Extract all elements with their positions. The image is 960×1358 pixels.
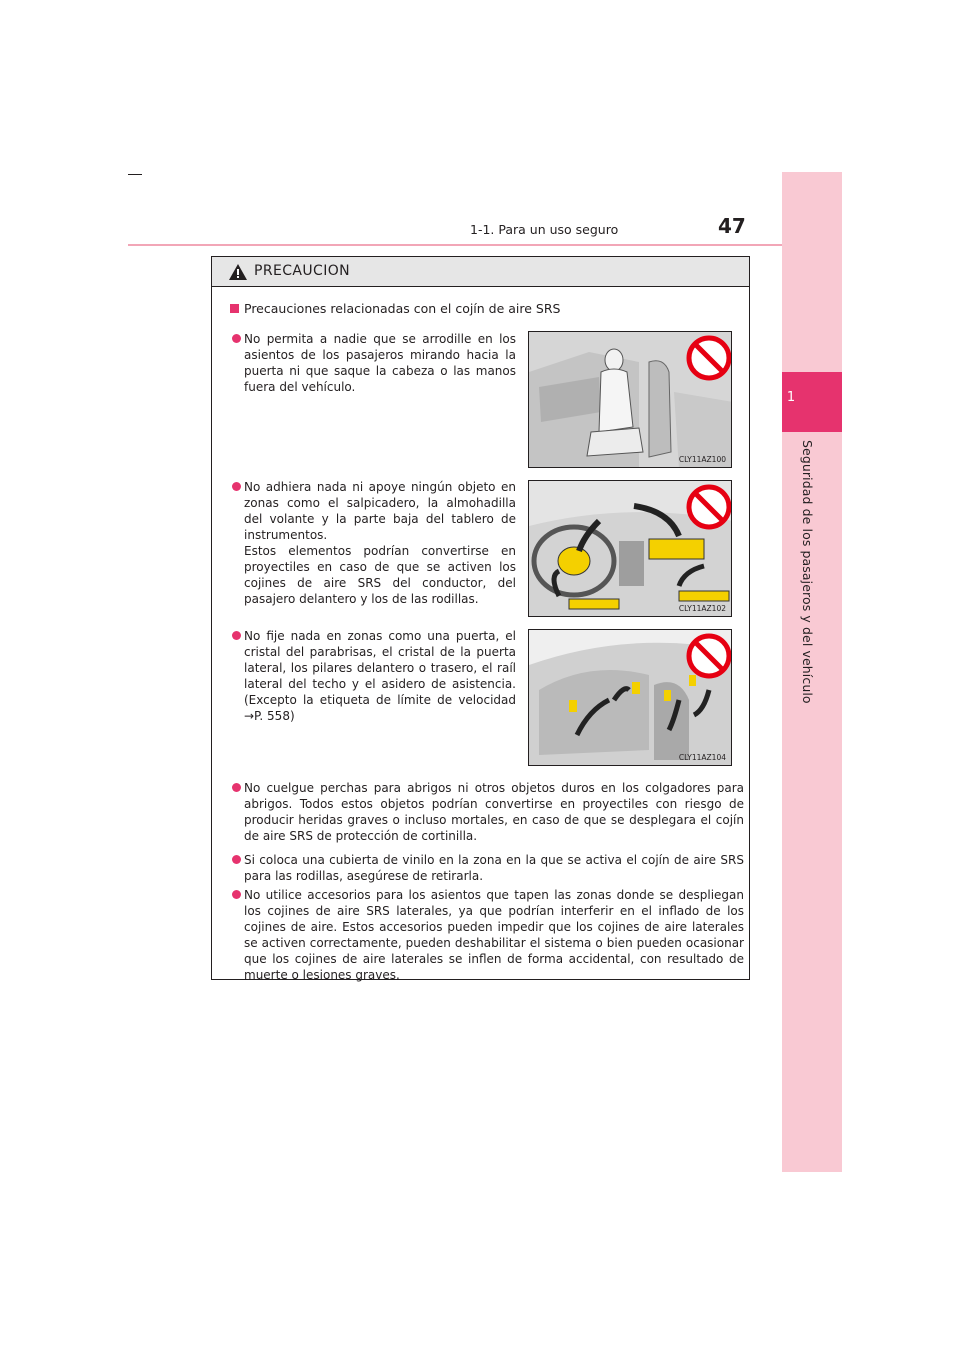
bullet-text-continued: Estos elementos podrían convertirse en proyectiles en caso de que se activen los cojines de aire SRS del conductor, del pasajero delantero y los de las rodillas. (244, 544, 516, 606)
bullet-text: No cuelgue perchas para abrigos ni otros objetos duros en los colgadores para abrigos. Todos estos objetos podrían convertirse en proyectiles con riesgo de producir heridas graves o incluso mortales, en caso de que se desplegara el cojín de aire SRS de protección de cortinilla. (244, 781, 744, 843)
bullet-text: Si coloca una cubierta de vinilo en la zona en la que se activa el cojín de aire SRS para las rodillas, asegúrese de retirarla. (244, 853, 744, 883)
bullet-dot-icon (232, 890, 241, 899)
caution-bullet (244, 628, 516, 724)
caution-bullet (244, 780, 744, 844)
bullet-dot-icon (232, 783, 241, 792)
caution-title: PRECAUCION (254, 263, 351, 279)
section-heading (230, 301, 561, 316)
caution-box (211, 256, 750, 980)
caution-header (212, 257, 749, 287)
caution-bullet (244, 852, 744, 884)
chapter-title: Seguridad de los pasajeros y del vehículo (800, 440, 815, 704)
image-code: CLY11AZ100 (678, 455, 726, 464)
image-code: CLY11AZ102 (678, 604, 726, 613)
illustration-dashboard-objects (528, 480, 732, 617)
section-header-title: 1-1. Para un uso seguro (470, 222, 619, 237)
page-number: 47 (718, 214, 746, 238)
square-bullet-icon (230, 304, 239, 313)
chapter-number: 1 (786, 390, 796, 405)
section-heading-text: Precauciones relacionadas con el cojín de aire SRS (244, 301, 561, 316)
bullet-text: No utilice accesorios para los asientos que tapen las zonas donde se despliegan los cojines de aire SRS laterales, ya que podrían interferir en el inflado de los cojines de aire. Estos accesorios pueden impedir que los cojines de aire laterales se activen correctamente, pueden deshabilitar el sistema o bien pueden ocasionar que los cojines de aire laterales se inflen de forma accidental, con resultado de muerte o lesiones graves. (244, 888, 744, 982)
caution-bullet (244, 479, 516, 607)
bullet-dot-icon (232, 631, 241, 640)
caution-bullet (244, 331, 516, 395)
bullet-dot-icon (232, 855, 241, 864)
illustration-interior-pillars (528, 629, 732, 766)
image-code: CLY11AZ104 (678, 753, 726, 762)
crop-mark (128, 174, 142, 175)
caution-bullet (244, 887, 744, 983)
bullet-text: No adhiera nada ni apoye ningún objeto en zonas como el salpicadero, la almohadilla del volante y la parte baja del tablero de instrumentos. (244, 480, 516, 542)
header-rule (128, 244, 782, 246)
bullet-text: No permita a nadie que se arrodille en los asientos de los pasajeros mirando hacia la puerta ni que saque la cabeza o las manos fuera del vehículo. (244, 332, 516, 394)
bullet-dot-icon (232, 334, 241, 343)
bullet-text: No fije nada en zonas como una puerta, el cristal del parabrisas, el cristal de la puerta lateral, los pilares delantero o trasero, el raíl lateral del techo y el asidero de asistencia. (Excepto la etiqueta de límite de velocidad →P. 558) (244, 629, 516, 723)
bullet-dot-icon (232, 482, 241, 491)
illustration-kneeling-passenger (528, 331, 732, 468)
warning-triangle-icon (229, 264, 247, 280)
